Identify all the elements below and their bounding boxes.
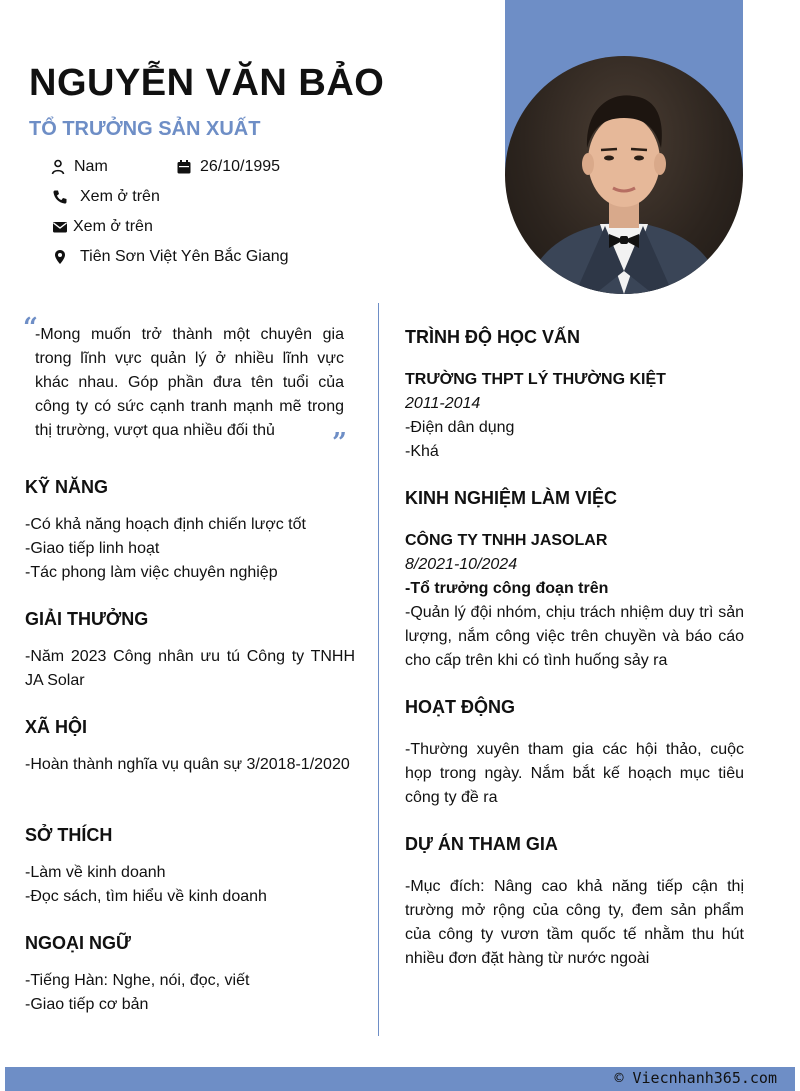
skills-list bbox=[25, 513, 355, 585]
list-item: -Giao tiếp linh hoạt bbox=[25, 540, 160, 557]
hobbies-list bbox=[25, 861, 355, 909]
email-text[interactable]: Xem ở trên bbox=[73, 218, 153, 235]
email-row bbox=[52, 218, 153, 236]
list-item: -Tiếng Hàn: Nghe, nói, đọc, viết bbox=[25, 972, 250, 989]
person-icon bbox=[50, 159, 66, 175]
education-entry bbox=[405, 368, 744, 464]
list-item: -Điện dân dụng bbox=[405, 419, 515, 436]
portrait-image bbox=[505, 56, 743, 294]
calendar-icon bbox=[176, 159, 192, 175]
career-objective: -Mong muốn trở thành một chuyên gia trong lĩnh vực quản lý ở nhiều lĩnh vực khác nhau. Góp phần đưa tên tuổi của công ty có sức cạnh tranh mạnh mẽ trong thị trường, vượt qua nhiều đối thủ bbox=[35, 326, 344, 439]
projects-text: -Mục đích: Nâng cao khả năng tiếp cận thị trường mở rộng của công ty, đem sản phẩm của công ty vươn tầm quốc tế nhằm thu hút nhiều đơn đặt hàng từ nước ngoài bbox=[405, 878, 744, 967]
awards-title: GIẢI THƯỞNG bbox=[25, 609, 149, 629]
experience-entry bbox=[405, 529, 744, 673]
phone-row bbox=[52, 188, 160, 206]
profile-photo bbox=[505, 56, 743, 294]
experience-description: -Quản lý đội nhóm, chịu trách nhiệm duy trì sản lượng, nắm công việc trên chuyền và báo cáo cho cấp trên khi có tình huống sảy ra bbox=[405, 604, 744, 669]
gender-text: Nam bbox=[74, 158, 108, 175]
education-title: TRÌNH ĐỘ HỌC VẤN bbox=[405, 327, 580, 347]
list-item: -Giao tiếp cơ bản bbox=[25, 996, 149, 1013]
languages-title: NGOẠI NGỮ bbox=[25, 933, 131, 953]
footer-copyright[interactable]: © Viecnhanh365.com bbox=[614, 1069, 777, 1087]
list-item: -Tác phong làm việc chuyên nghiệp bbox=[25, 564, 278, 581]
phone-icon bbox=[52, 189, 68, 205]
education-period: 2011-2014 bbox=[405, 395, 481, 412]
column-divider bbox=[378, 303, 379, 1036]
birthday-row bbox=[176, 158, 280, 176]
list-item: -Làm về kinh doanh bbox=[25, 864, 166, 881]
candidate-name: NGUYỄN VĂN BẢO bbox=[29, 62, 385, 104]
gender-row bbox=[50, 158, 108, 176]
social-text: -Hoàn thành nghĩa vụ quân sự 3/2018-1/2020 bbox=[25, 756, 350, 773]
address-text: Tiên Sơn Việt Yên Bắc Giang bbox=[80, 248, 289, 265]
awards-text: -Năm 2023 Công nhân ưu tú Công ty TNHH JA Solar bbox=[25, 648, 355, 689]
activities-text: -Thường xuyên tham gia các hội thảo, cuộc họp trong ngày. Nắm bắt kế hoạch mục tiêu công ty đề ra bbox=[405, 741, 744, 806]
list-item: -Đọc sách, tìm hiểu về kinh doanh bbox=[25, 888, 267, 905]
list-item: -Có khả năng hoạch định chiến lược tốt bbox=[25, 516, 306, 533]
social-title: XÃ HỘI bbox=[25, 717, 88, 737]
list-item: -Khá bbox=[405, 443, 439, 460]
company-name: CÔNG TY TNHH JASOLAR bbox=[405, 532, 608, 549]
languages-list bbox=[25, 969, 355, 1017]
projects-title: DỰ ÁN THAM GIA bbox=[405, 834, 558, 854]
address-row bbox=[52, 248, 289, 266]
experience-period: 8/2021-10/2024 bbox=[405, 556, 518, 573]
location-pin-icon bbox=[52, 249, 68, 265]
school-name: TRƯỜNG THPT LÝ THƯỜNG KIỆT bbox=[405, 371, 666, 388]
job-title: TỔ TRƯỞNG SẢN XUẤT bbox=[29, 118, 261, 140]
experience-title: KINH NGHIỆM LÀM VIỆC bbox=[405, 488, 618, 508]
skills-title: KỸ NĂNG bbox=[25, 477, 109, 497]
open-quote-mark: “ bbox=[23, 313, 38, 343]
birthday-text: 26/10/1995 bbox=[200, 158, 281, 175]
phone-text[interactable]: Xem ở trên bbox=[80, 188, 160, 205]
experience-role: -Tổ trưởng công đoạn trên bbox=[405, 580, 609, 597]
activities-title: HOẠT ĐỘNG bbox=[405, 697, 515, 717]
close-quote-mark: ” bbox=[332, 428, 347, 458]
hobbies-title: SỞ THÍCH bbox=[25, 825, 113, 845]
envelope-icon bbox=[52, 219, 68, 235]
